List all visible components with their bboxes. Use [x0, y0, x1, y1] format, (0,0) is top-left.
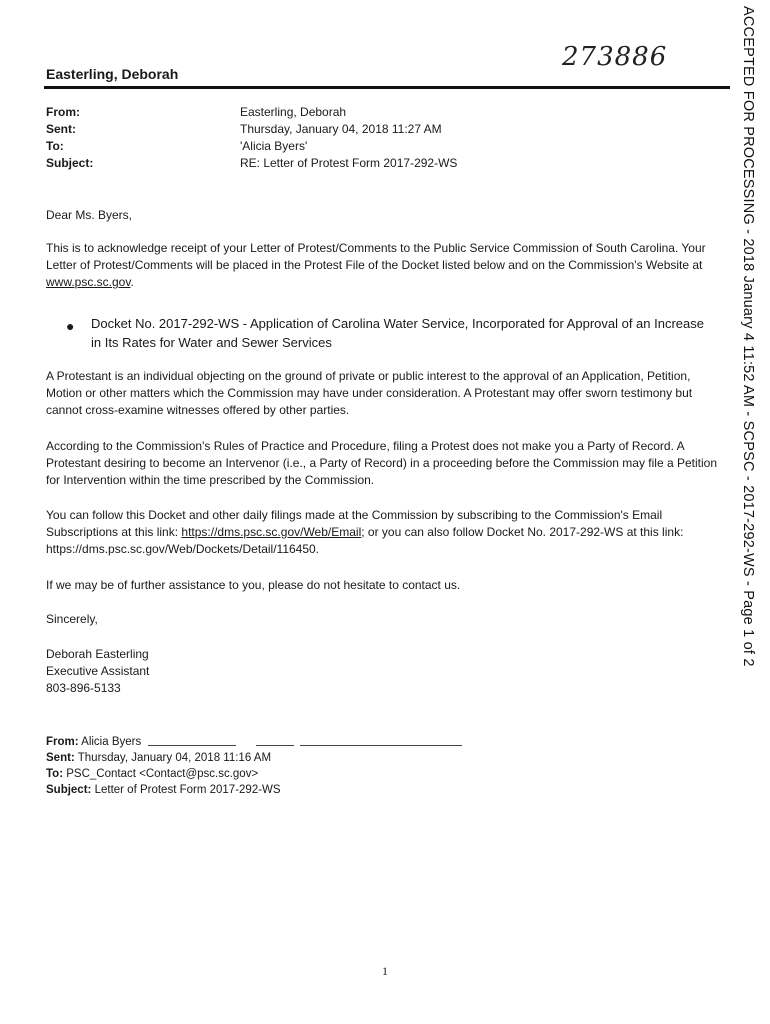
mailbox-owner-name: Easterling, Deborah: [46, 66, 179, 82]
sent-label: Sent:: [46, 122, 76, 136]
paragraph-acknowledgement: [46, 240, 726, 291]
original-to-label: To:: [46, 768, 64, 780]
paragraph-acknowledgement-end: .: [130, 275, 134, 289]
original-subject: [46, 783, 281, 798]
bullet-dot-icon: ●: [66, 318, 75, 334]
original-sent-value: Thursday, January 04, 2018 11:16 AM: [77, 752, 272, 764]
handwritten-document-number: 273886: [562, 42, 668, 72]
redaction-line: [300, 745, 462, 746]
sent-value: Thursday, January 04, 2018 11:27 AM: [240, 122, 442, 136]
paragraph-acknowledgement-text: This is to acknowledge receipt of your Letter of Protest/Comments to the Public Service Commission of South Carolina. Your Letter of Protest/Comments will be placed in the Protest File of the Docket listed below and on the Commission's Website at: [46, 241, 706, 272]
from-value: Easterling, Deborah: [240, 105, 347, 119]
redaction-line: [148, 745, 236, 746]
redaction-line: [256, 745, 294, 746]
paragraph-follow-docket-text: You can follow this Docket and other daily filings made at the Commission by subscribing to the Commission's Email Subscriptions at this link:: [46, 508, 663, 539]
subject-label: Subject:: [46, 156, 94, 170]
paragraph-follow-docket-end: ; or you can also follow Docket No. 2017-292-WS at this link: https://dms.psc.sc.gov/Web/Dockets/Detail/116450.: [46, 525, 684, 556]
email-subscriptions-link[interactable]: https://dms.psc.sc.gov/Web/Email: [181, 525, 362, 539]
paragraph-follow-docket: [46, 507, 726, 558]
original-subject-value: Letter of Protest Form 2017-292-WS: [94, 784, 281, 796]
paragraph-assistance: If we may be of further assistance to you, please do not hesitate to contact us.: [46, 578, 461, 592]
closing: Sincerely,: [46, 612, 98, 626]
from-label: From:: [46, 105, 80, 119]
greeting: Dear Ms. Byers,: [46, 208, 133, 222]
acceptance-stamp: ACCEPTED FOR PROCESSING - 2018 January 4 11:52 AM - SCPSC - 2017-292-WS - Page 1 of 2: [740, 6, 756, 667]
subject-value: RE: Letter of Protest Form 2017-292-WS: [240, 156, 458, 170]
page-number: 1: [382, 964, 388, 978]
header-rule: [44, 86, 730, 89]
signature-name: Deborah Easterling: [46, 647, 149, 661]
original-sent: [46, 751, 271, 766]
original-from-value: Alicia Byers: [81, 736, 142, 748]
signature-title: Executive Assistant: [46, 664, 150, 678]
signature-phone: 803-896-5133: [46, 681, 121, 695]
original-from: [46, 735, 141, 750]
original-to-value: PSC_Contact <Contact@psc.sc.gov>: [66, 768, 259, 780]
original-to: [46, 767, 258, 782]
original-sent-label: Sent:: [46, 752, 75, 764]
original-from-label: From:: [46, 736, 79, 748]
psc-website-link[interactable]: www.psc.sc.gov: [46, 275, 131, 289]
original-subject-label: Subject:: [46, 784, 92, 796]
paragraph-protestant-definition: A Protestant is an individual objecting on the ground of private or public interest to the approval of an Application, Petition, Motion or other matters which the Commission may have under consideration. A Protestant may offer sworn testimony but cannot cross-examine witnesses offered by other parties.: [46, 369, 693, 417]
to-value: 'Alicia Byers': [240, 139, 308, 153]
docket-bullet-item: Docket No. 2017-292-WS - Application of Carolina Water Service, Incorporated for Approval of an Increase in Its Rates for Water and Sewer Services: [91, 316, 704, 350]
paragraph-rules: According to the Commission's Rules of Practice and Procedure, filing a Protest does not make you a Party of Record. A Protestant desiring to become an Intervenor (i.e., a Party of Record) in a proceeding before the Commission may file a Petition for Intervention within the time prescribed by the Commission.: [46, 439, 718, 487]
to-label: To:: [46, 139, 64, 153]
